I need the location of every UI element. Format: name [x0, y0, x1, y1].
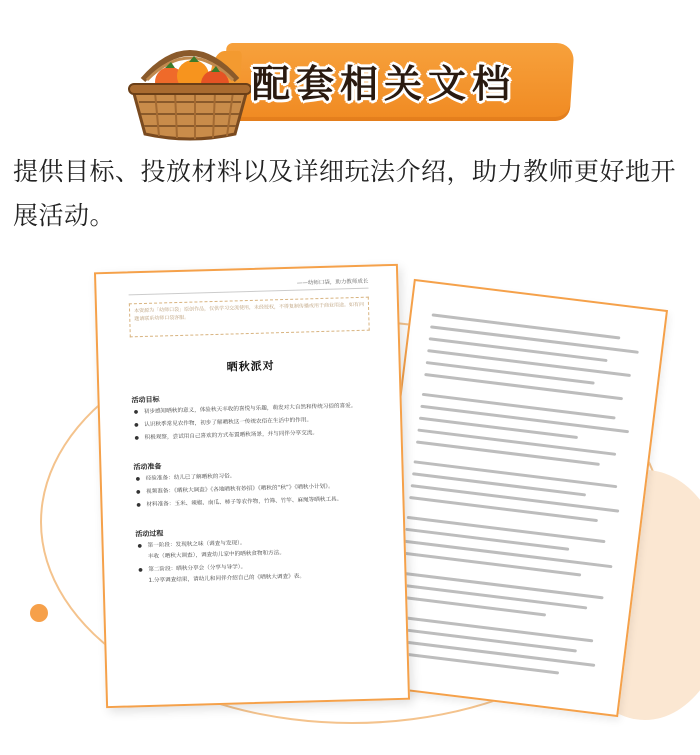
decorative-dot — [30, 604, 48, 622]
process-detail: 1.分享调查结果，请幼儿和同伴介绍自己的《晒秋大调查》表。 — [148, 573, 306, 584]
section-header — [0, 0, 700, 140]
text-line — [390, 651, 559, 675]
text-line — [398, 583, 587, 609]
process-detail: 丰收（晒秋大调查），调查幼儿家中的晒秋食物和方法。 — [147, 550, 286, 560]
text-line — [393, 627, 577, 653]
section-heading-goals: 活动目标 — [131, 395, 160, 405]
preparation-item: ● 经验准备：幼儿已了解晒秋的习俗。 — [134, 468, 374, 486]
copyright-notice: 本资源为「幼师口袋」原创作品，仅供学习交流使用，未经授权，不得复制传播或用于商业用途。如有问题请联系幼师口袋客服。 — [129, 297, 370, 338]
text-line — [412, 472, 586, 496]
text-line — [394, 615, 593, 642]
preparation-item: ● 材料准备：玉米、辣椒、南瓜、柿子等农作物，竹筛、竹竿、麻绳等晒秋工具。 — [134, 494, 374, 512]
text-line — [409, 496, 598, 522]
text-line — [405, 528, 569, 551]
text-line — [426, 361, 595, 385]
text-line — [432, 313, 621, 339]
section-heading-preparation: 活动准备 — [133, 462, 162, 472]
text-line — [422, 393, 616, 420]
text-line — [402, 552, 581, 577]
process-item: ● 第一阶段：发现秋之味（调查与发现）。 — [135, 535, 375, 553]
text-line — [419, 417, 578, 439]
fruit-basket-icon — [125, 32, 255, 142]
section-heading-process: 活动过程 — [135, 529, 164, 539]
text-line — [417, 429, 616, 456]
goal-item: ● 初步感知晒秋的意义，体验秋天丰收的喜悦与乐趣，萌发对大自然和传统习俗的喜爱。 — [132, 401, 372, 419]
goal-item: ● 积极观察，尝试用自己喜欢的方式布置晒秋场景，并与同伴分享交流。 — [132, 427, 372, 445]
goal-item: ● 认识秋季常见农作物，初步了解晒秋这一传统农俗在生活中的作用。 — [132, 414, 372, 432]
intro-text: 提供目标、投放材料以及详细玩法介绍，助力教师更好地开展活动。 — [13, 157, 677, 230]
front-document-page — [94, 264, 410, 708]
running-head: ——幼师口袋，助力教师成长 — [128, 277, 368, 296]
text-line — [429, 337, 608, 362]
back-document-page — [364, 279, 668, 717]
banner-title: 配套相关文档 — [252, 61, 517, 106]
preparation-item: ● 视频准备：《晒秋大调查》《各地晒秋有妙招》《晒秋的“秋”》《晒秋小计划》。 — [134, 481, 374, 499]
text-line — [416, 440, 600, 466]
text-line — [407, 516, 606, 543]
document-title: 晒秋派对 — [226, 359, 275, 374]
process-item: ● 第二阶段：晒秋分享会（分享与导学）。 — [136, 559, 376, 577]
